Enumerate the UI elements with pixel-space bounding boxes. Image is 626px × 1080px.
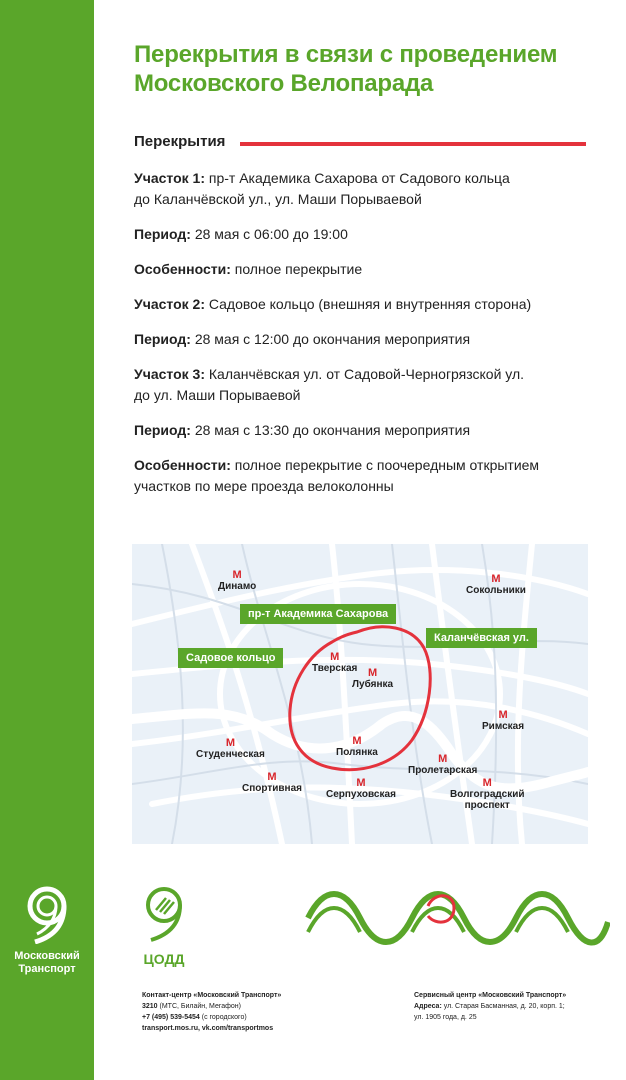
metro-icon: М <box>367 667 378 679</box>
item-text-continued: до Каланчёвской ул., ул. Маши Порываевой <box>134 191 422 207</box>
section-header <box>134 133 586 153</box>
codd-text: ЦОДД <box>143 951 185 967</box>
item-label: Участок 2: <box>134 296 205 312</box>
metro-icon: М <box>232 569 242 581</box>
contact-center-title: Контакт-центр «Московский Транспорт» <box>142 992 282 999</box>
item-label: Период: <box>134 226 191 242</box>
item-text: 28 мая с 13:30 до окончания мероприятия <box>190 422 471 438</box>
item-text: 28 мая с 12:00 до окончания мероприятия <box>190 331 471 347</box>
service-center-info: Сервисный центр «Московский Транспорт» Адреса: ул. Старая Басманная, д. 20, корп. 1; ул. 1905 года, д. 25 <box>414 990 604 1023</box>
station-dinamo: М Динамо <box>218 569 257 592</box>
address-line-2: ул. 1905 года, д. 25 <box>414 1014 477 1021</box>
station-sokolniki: М Сокольники <box>466 573 526 596</box>
metro-icon: М <box>438 753 448 765</box>
item-text-continued: до ул. Маши Порываевой <box>134 387 301 403</box>
item-text: 28 мая с 06:00 до 19:00 <box>190 226 348 242</box>
station-tverskaya: М Тверская <box>312 651 358 674</box>
metro-icon: М <box>267 771 277 783</box>
item-text: пр-т Академика Сахарова от Садового кольца <box>204 170 510 186</box>
contact-center-info: Контакт-центр «Московский Транспорт» 3210 (МТС, Билайн, Мегафон) +7 (495) 539-5454 (с городского) transport.mos.ru, vk.com/transportmos <box>142 992 282 1032</box>
callout-sadovoe: Садовое кольцо <box>178 648 283 668</box>
item-label: Участок 3: <box>134 366 205 382</box>
callout-kalanchevskaya: Каланчёвская ул. <box>426 628 537 648</box>
nine-logo-icon <box>21 884 73 944</box>
sidebar <box>0 0 94 1080</box>
item-label: Участок 1: <box>134 170 205 186</box>
codd-logo <box>134 884 194 967</box>
metro-icon: М <box>491 573 501 585</box>
station-proletarskaya: М Пролетарская <box>408 753 478 776</box>
closure-item-features-1 <box>134 259 574 280</box>
page-title <box>134 40 604 98</box>
title-line-1: Перекрытия в связи с проведением <box>134 41 558 68</box>
item-text-continued: участков по мере проезда велоколонны <box>134 478 394 494</box>
bicycle-wave-icon <box>304 882 610 954</box>
station-sportivnaya: М Спортивная <box>242 771 302 794</box>
station-lubyanka: М Лубянка <box>352 667 394 690</box>
closure-item-section-2 <box>134 294 574 315</box>
contact-short-number: 3210 <box>142 1003 158 1010</box>
item-text: Садовое кольцо (внешняя и внутренняя сторона) <box>204 296 532 312</box>
section-label: Перекрытия <box>134 133 226 150</box>
contact-phone: +7 (495) 539-5454 <box>142 1014 200 1021</box>
item-text: полное перекрытие <box>230 261 363 277</box>
station-serpukhovskaya: М Серпуховская <box>326 777 396 800</box>
item-label: Особенности: <box>134 457 231 473</box>
closures-list <box>134 168 574 511</box>
metro-icon: М <box>356 777 366 789</box>
closure-item-period-3 <box>134 420 574 441</box>
addresses-label: Адреса: <box>414 1003 442 1010</box>
closure-item-period-1 <box>134 224 574 245</box>
item-text: Каланчёвская ул. от Садовой-Черногрязской ул. <box>204 366 525 382</box>
metro-icon: М <box>498 709 508 721</box>
main-content <box>94 0 626 1080</box>
closure-item-section-1 <box>134 168 574 210</box>
item-text: полное перекрытие с поочередным открытием <box>230 457 540 473</box>
station-volgogradsky: М Волгоградский проспект <box>450 777 525 811</box>
station-polyanka: М Полянка <box>336 735 378 758</box>
codd-nine-icon <box>139 884 189 942</box>
item-label: Особенности: <box>134 261 231 277</box>
station-rimskaya: М Римская <box>482 709 525 732</box>
item-label: Период: <box>134 331 191 347</box>
closure-item-features-3 <box>134 455 574 497</box>
moscow-transport-logo <box>0 884 94 976</box>
station-studencheskaya: М Студенческая <box>196 737 265 760</box>
closure-item-period-2 <box>134 329 574 350</box>
title-line-2: Московского Велопарада <box>134 70 434 97</box>
metro-icon: М <box>330 651 340 663</box>
callout-sakharova: пр-т Академика Сахарова <box>240 604 396 624</box>
contact-links: transport.mos.ru, vk.com/transportmos <box>142 1025 274 1032</box>
item-label: Период: <box>134 422 191 438</box>
metro-icon: М <box>352 735 362 747</box>
metro-icon: М <box>225 737 235 749</box>
brand-line-2: Транспорт <box>18 963 76 975</box>
brand-line-1: Московский <box>14 950 80 962</box>
metro-icon: М <box>482 777 492 789</box>
section-divider <box>240 142 586 146</box>
closure-item-section-3 <box>134 364 574 406</box>
service-center-title: Сервисный центр «Московский Транспорт» <box>414 992 567 999</box>
closure-map <box>132 544 588 844</box>
